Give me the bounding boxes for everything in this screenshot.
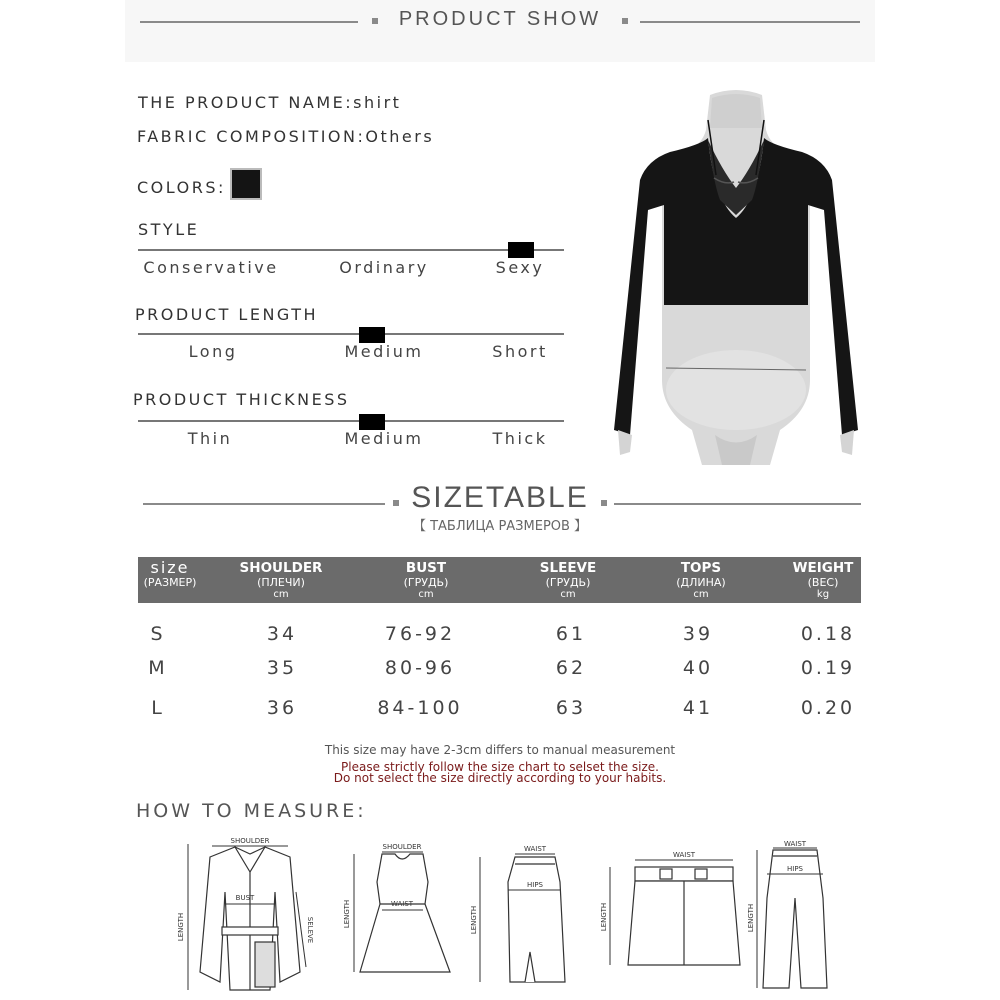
label-hips: HIPS [787,865,803,873]
label-waist: WAIST [783,840,807,848]
label-length: LENGTH [747,903,755,933]
cell-shoulder: 35 [266,657,298,679]
header-shoulder: SHOULDER (ПЛЕЧИ) cm [239,560,323,600]
header-rule-right [640,21,860,23]
fabric-value: Others [365,127,435,146]
product-name-label: THE PRODUCT NAME: [138,93,354,112]
color-swatch-black[interactable] [230,168,262,200]
table-row [0,623,1000,653]
cell-size: S [150,623,166,645]
cell-size: M [148,657,168,679]
shorts-measure-diagram [600,845,750,980]
cell-shoulder: 34 [266,623,298,645]
label-length: LENGTH [600,902,608,932]
style-label-ordinary: Ordinary [339,258,429,277]
cell-sleeve: 63 [555,697,587,719]
style-scale-line [138,249,564,251]
thickness-label-medium: Medium [344,429,424,448]
note-follow-chart: Please strictly follow the size chart to selset the size. [341,760,659,774]
cell-size: L [151,697,165,719]
header-bust: BUST (ГРУДЬ) cm [403,560,449,600]
length-level-marker [359,327,385,343]
style-level-marker [508,242,534,258]
sizetable-subtitle: 【 ТАБЛИЦА РАЗМЕРОВ 】 [412,519,588,534]
length-label-long: Long [188,342,238,361]
product-photo [610,90,862,465]
length-title: PRODUCT LENGTH [135,305,319,324]
thickness-level-marker [359,414,385,430]
sizetable-rule-right [614,503,861,505]
sizetable-dot-right [601,500,607,506]
header-tops: TOPS (ДЛИНА) cm [676,560,726,600]
size-table-header [138,557,861,603]
thickness-label-thick: Thick [492,429,548,448]
label-shoulder: SHOULDER [230,837,270,845]
cell-bust: 80-96 [384,657,456,679]
style-label-conservative: Conservative [143,258,279,277]
table-row [0,697,1000,727]
cell-tops: 41 [682,697,714,719]
how-to-measure-title: HOW TO MEASURE: [136,800,367,822]
cell-tops: 39 [682,623,714,645]
page-title: PRODUCT SHOW [398,8,602,30]
header-dot-right [622,18,628,24]
header-weight: WEIGHT (ВЕС) kg [792,560,854,600]
style-title: STYLE [138,220,200,239]
thickness-label-thin: Thin [187,429,233,448]
label-waist: WAIST [523,845,547,853]
label-bust: BUST [235,894,255,902]
note-measurement: This size may have 2-3cm differs to manual measurement [324,743,676,757]
length-label-medium: Medium [344,342,424,361]
cell-sleeve: 62 [555,657,587,679]
cell-bust: 76-92 [384,623,456,645]
header-size: size (РАЗМЕР) [143,558,197,589]
cell-tops: 40 [682,657,714,679]
note-habits: Do not select the size directly according to your habits. [333,771,667,785]
style-label-sexy: Sexy [495,258,545,277]
thickness-title: PRODUCT THICKNESS [133,390,350,409]
product-name-row [138,93,401,112]
product-name-value: shirt [353,93,402,112]
fabric-row [137,127,434,146]
cell-shoulder: 36 [266,697,298,719]
cell-weight: 0.18 [800,623,856,645]
label-length: LENGTH [177,912,185,942]
dress-measure-diagram [340,842,465,987]
pants-measure-diagram [745,838,845,993]
table-row [0,657,1000,687]
label-hips: HIPS [527,881,543,889]
colors-label: COLORS: [137,178,226,197]
cell-bust: 84-100 [377,697,463,719]
label-waist: WAIST [390,900,414,908]
label-length: LENGTH [343,899,351,929]
length-label-short: Short [492,342,548,361]
label-shoulder: SHOULDER [382,843,422,851]
label-seleve: SELEVE [306,916,314,944]
label-length: LENGTH [470,905,478,935]
thickness-scale-line [138,420,564,422]
skirt-measure-diagram [470,842,590,987]
cell-sleeve: 61 [555,623,587,645]
label-waist: WAIST [672,851,696,859]
header-sleeve: SLEEVE (ГРУДЬ) cm [539,560,597,600]
fabric-label: FABRIC COMPOSITION: [137,127,366,146]
cell-weight: 0.20 [800,697,856,719]
cell-weight: 0.19 [800,657,856,679]
sizetable-title: SIZETABLE [411,481,589,514]
jacket-measure-diagram [170,832,330,992]
length-scale-line [138,333,564,335]
